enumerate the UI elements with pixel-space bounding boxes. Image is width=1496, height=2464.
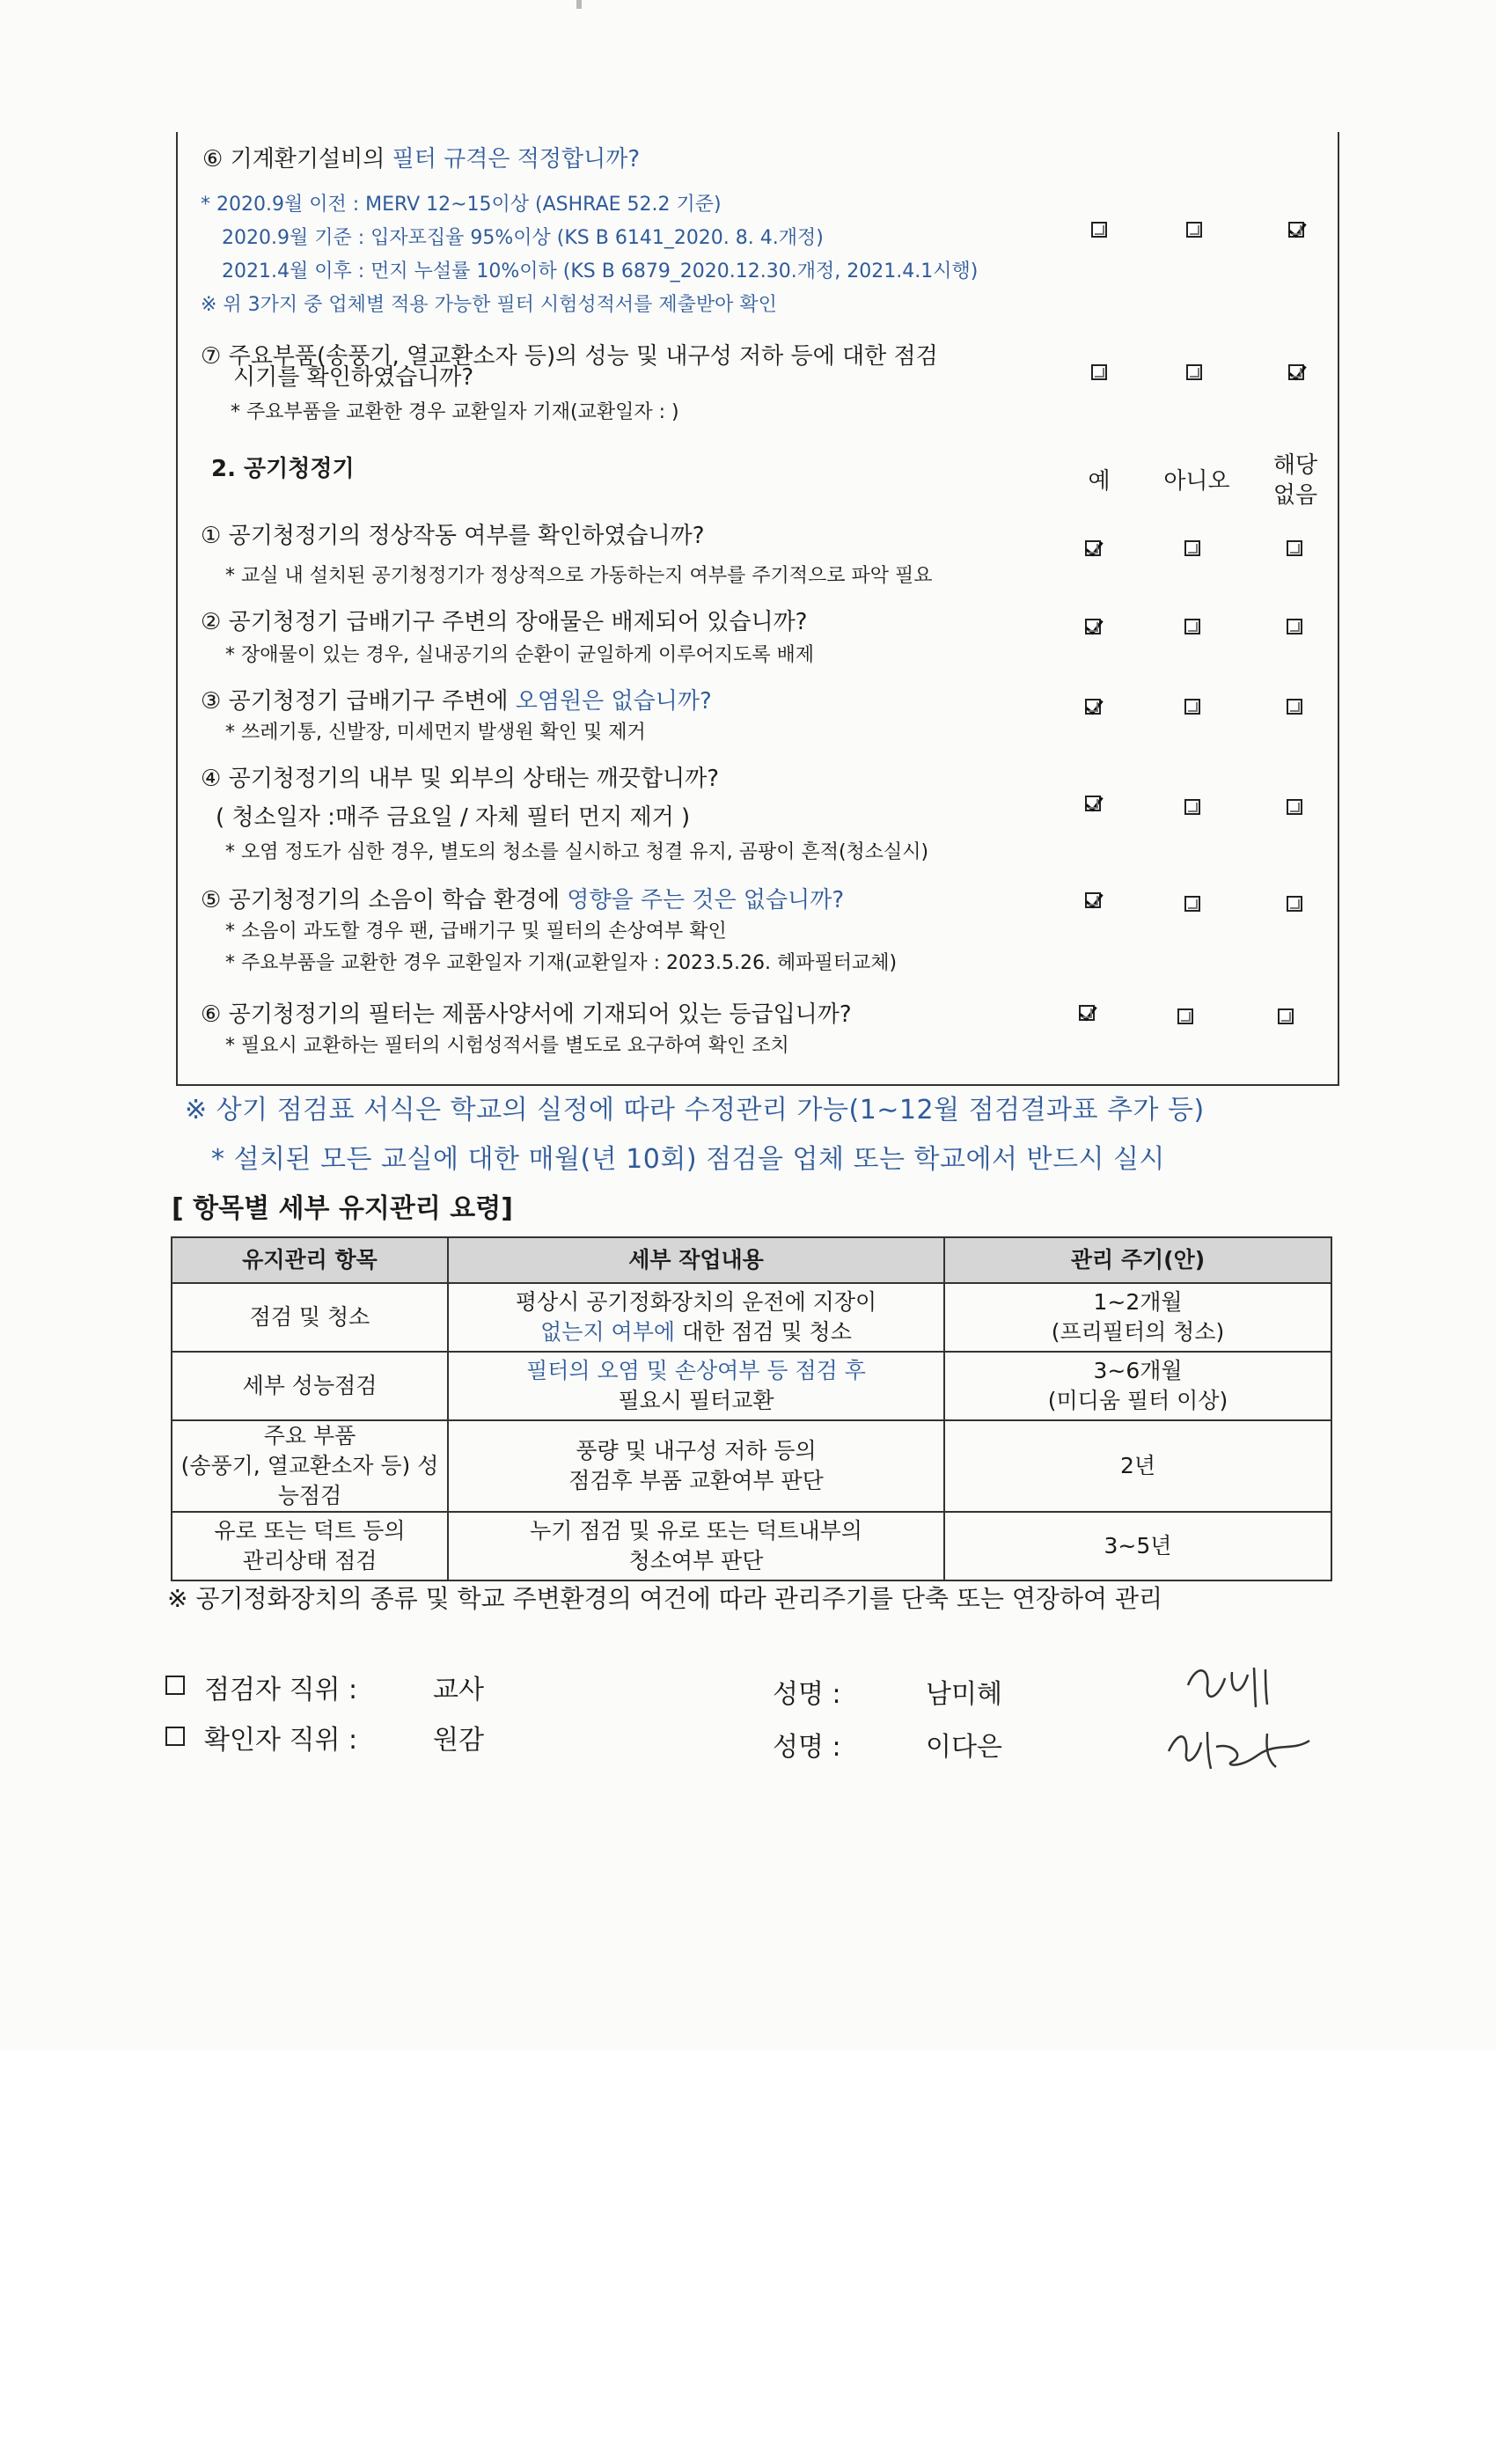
inspector-checkbox[interactable] — [165, 1676, 185, 1695]
col-header-na: 해당 없음 — [1272, 452, 1318, 509]
work-cell: 평상시 공기정화장치의 운전에 지장이 없는지 여부에 대한 점검 및 청소 — [448, 1283, 944, 1352]
work-cell: 풍량 및 내구성 저하 등의 점검후 부품 교환여부 판단 — [448, 1420, 944, 1512]
confirmer-signature — [1162, 1716, 1329, 1778]
q5-checkbox-na[interactable] — [1287, 896, 1302, 912]
purifier-q3-sub: * 쓰레기통, 신발장, 미세먼지 발생원 확인 및 제거 — [225, 722, 646, 744]
purifier-q4-cleaning: ( 청소일자 :매주 금요일 / 자체 필터 먼지 제거 ) — [216, 804, 691, 831]
q1-checkbox-na[interactable] — [1287, 540, 1302, 556]
item-cell: 점검 및 청소 — [172, 1283, 448, 1352]
scan-mark — [576, 0, 582, 9]
footnote: ※ 공기정화장치의 종류 및 학교 주변환경의 여건에 따라 관리주기를 단축 또는 연장하여 관리 — [167, 1584, 1163, 1613]
parts-question-sub: * 주요부품을 교환한 경우 교환일자 기재(교환일자 : ) — [231, 401, 679, 423]
parts-checkbox-yes[interactable] — [1091, 364, 1107, 380]
filter-std-3: 2021.4월 이후 : 먼지 누설률 10%이하 (KS B 6879_2020.12.30.개정, 2021.4.1시행) — [222, 260, 979, 282]
q3-checkbox-na[interactable] — [1287, 699, 1302, 715]
parts-question-line1: ⑦ 주요부품(송풍기, 열교환소자 등)의 성능 및 내구성 저하 등에 대한 점검 — [201, 343, 938, 370]
filter-checkbox-no[interactable] — [1186, 222, 1202, 238]
q2-checkbox-no[interactable] — [1184, 619, 1200, 634]
parts-checkbox-no[interactable] — [1186, 364, 1202, 380]
work-cell: 필터의 오염 및 손상여부 등 점검 후 필요시 필터교환 — [448, 1352, 944, 1420]
maintenance-table — [171, 1236, 1332, 1581]
q1-checkbox-yes[interactable] — [1085, 540, 1101, 556]
purifier-q6-sub: * 필요시 교환하는 필터의 시험성적서를 별도로 요구하여 확인 조치 — [225, 1035, 789, 1057]
purifier-q1-sub: * 교실 내 설치된 공기청정기가 정상적으로 가동하는지 여부를 주기적으로 파악 필요 — [225, 565, 933, 587]
purifier-q5-sub1: * 소음이 과도할 경우 팬, 급배기구 및 필터의 손상여부 확인 — [225, 920, 727, 942]
col-header-no: 아니오 — [1163, 468, 1230, 495]
item-cell: 세부 성능점검 — [172, 1352, 448, 1420]
q4-checkbox-yes[interactable] — [1085, 796, 1101, 811]
purifier-q1: ① 공기청정기의 정상작동 여부를 확인하였습니까? — [201, 523, 705, 549]
purifier-q3: ③ 공기청정기 급배기구 주변에 오염원은 없습니까? — [201, 688, 712, 715]
parts-question-line2: 시기를 확인하였습니까? — [233, 364, 474, 391]
inspector-signature — [1170, 1659, 1311, 1712]
work-cell: 누기 점검 및 유로 또는 덕트내부의 청소여부 판단 — [448, 1512, 944, 1580]
confirmer-label: 확인자 직위 : — [204, 1725, 358, 1756]
header-item: 유지관리 항목 — [172, 1237, 448, 1283]
q4-checkbox-no[interactable] — [1184, 799, 1200, 815]
table-row — [172, 1512, 1331, 1580]
inspector-name-label: 성명 : — [773, 1679, 841, 1710]
table-row — [172, 1283, 1331, 1352]
q6-checkbox-no[interactable] — [1177, 1008, 1193, 1024]
col-header-yes: 예 — [1088, 468, 1111, 495]
filter-checkbox-na[interactable] — [1288, 222, 1304, 238]
note-monthly-check: * 설치된 모든 교실에 대한 매월(년 10회) 점검을 업체 또는 학교에서 반드시 실시 — [211, 1144, 1165, 1175]
q6-checkbox-na[interactable] — [1278, 1008, 1294, 1024]
filter-question: ⑥ 기계환기설비의 필터 규격은 적정합니까? — [202, 146, 641, 172]
cycle-cell: 2년 — [944, 1420, 1331, 1512]
purifier-q5: ⑤ 공기청정기의 소음이 학습 환경에 영향을 주는 것은 없습니까? — [201, 887, 845, 913]
purifier-q2: ② 공기청정기 급배기구 주변의 장애물은 배제되어 있습니까? — [201, 609, 808, 635]
header-cycle: 관리 주기(안) — [944, 1237, 1331, 1283]
q5-checkbox-yes[interactable] — [1085, 892, 1101, 908]
purifier-q5-sub2: * 주요부품을 교환한 경우 교환일자 기재(교환일자 : 2023.5.26. 헤파필터교체) — [225, 952, 898, 974]
q2-checkbox-yes[interactable] — [1085, 619, 1101, 634]
header-work: 세부 작업내용 — [448, 1237, 944, 1283]
maintenance-title: [ 항목별 세부 유지관리 요령] — [172, 1193, 513, 1224]
confirmer-name: 이다은 — [926, 1732, 1002, 1763]
confirmer-role: 원감 — [433, 1725, 484, 1756]
purifier-q6: ⑥ 공기청정기의 필터는 제품사양서에 기재되어 있는 등급입니까? — [201, 1001, 852, 1028]
confirmer-checkbox[interactable] — [165, 1727, 185, 1746]
q2-checkbox-na[interactable] — [1287, 619, 1302, 634]
q3-checkbox-no[interactable] — [1184, 699, 1200, 715]
table-header-row — [172, 1237, 1331, 1283]
inspector-name: 남미혜 — [926, 1679, 1002, 1710]
filter-std-note: ※ 위 3가지 중 업체별 적용 가능한 필터 시험성적서를 제출받아 확인 — [201, 294, 777, 316]
q1-checkbox-no[interactable] — [1184, 540, 1200, 556]
cycle-cell: 1~2개월 (프리필터의 청소) — [944, 1283, 1331, 1352]
purifier-q2-sub: * 장애물이 있는 경우, 실내공기의 순환이 균일하게 이루어지도록 배제 — [225, 644, 814, 666]
inspector-label: 점검자 직위 : — [204, 1675, 358, 1705]
purifier-q4-sub: * 오염 정도가 심한 경우, 별도의 청소를 실시하고 청결 유지, 곰팡이 흔적(청소실시) — [225, 841, 929, 863]
filter-std-1: * 2020.9월 이전 : MERV 12~15이상 (ASHRAE 52.2 기준) — [201, 194, 722, 216]
q4-checkbox-na[interactable] — [1287, 799, 1302, 815]
filter-checkbox-yes[interactable] — [1091, 222, 1107, 238]
item-cell: 유로 또는 덕트 등의 관리상태 점검 — [172, 1512, 448, 1580]
section-title: 2. 공기청정기 — [211, 456, 355, 482]
cycle-cell: 3~6개월 (미디움 필터 이상) — [944, 1352, 1331, 1420]
parts-checkbox-na[interactable] — [1288, 364, 1304, 380]
cycle-cell: 3~5년 — [944, 1512, 1331, 1580]
item-cell: 주요 부품 (송풍기, 열교환소자 등) 성능점검 — [172, 1420, 448, 1512]
filter-std-2: 2020.9월 기준 : 입자포집율 95%이상 (KS B 6141_2020. 8. 4.개정) — [222, 227, 824, 249]
q6-checkbox-yes[interactable] — [1079, 1005, 1095, 1021]
confirmer-name-label: 성명 : — [773, 1732, 841, 1763]
inspector-role: 교사 — [433, 1675, 484, 1705]
q3-checkbox-yes[interactable] — [1085, 699, 1101, 715]
purifier-q4: ④ 공기청정기의 내부 및 외부의 상태는 깨끗합니까? — [201, 766, 720, 792]
note-form-revision: ※ 상기 점검표 서식은 학교의 실정에 따라 수정관리 가능(1∼12월 점검결과표 추가 등) — [185, 1095, 1205, 1126]
table-row — [172, 1420, 1331, 1512]
table-row — [172, 1352, 1331, 1420]
q5-checkbox-no[interactable] — [1184, 896, 1200, 912]
